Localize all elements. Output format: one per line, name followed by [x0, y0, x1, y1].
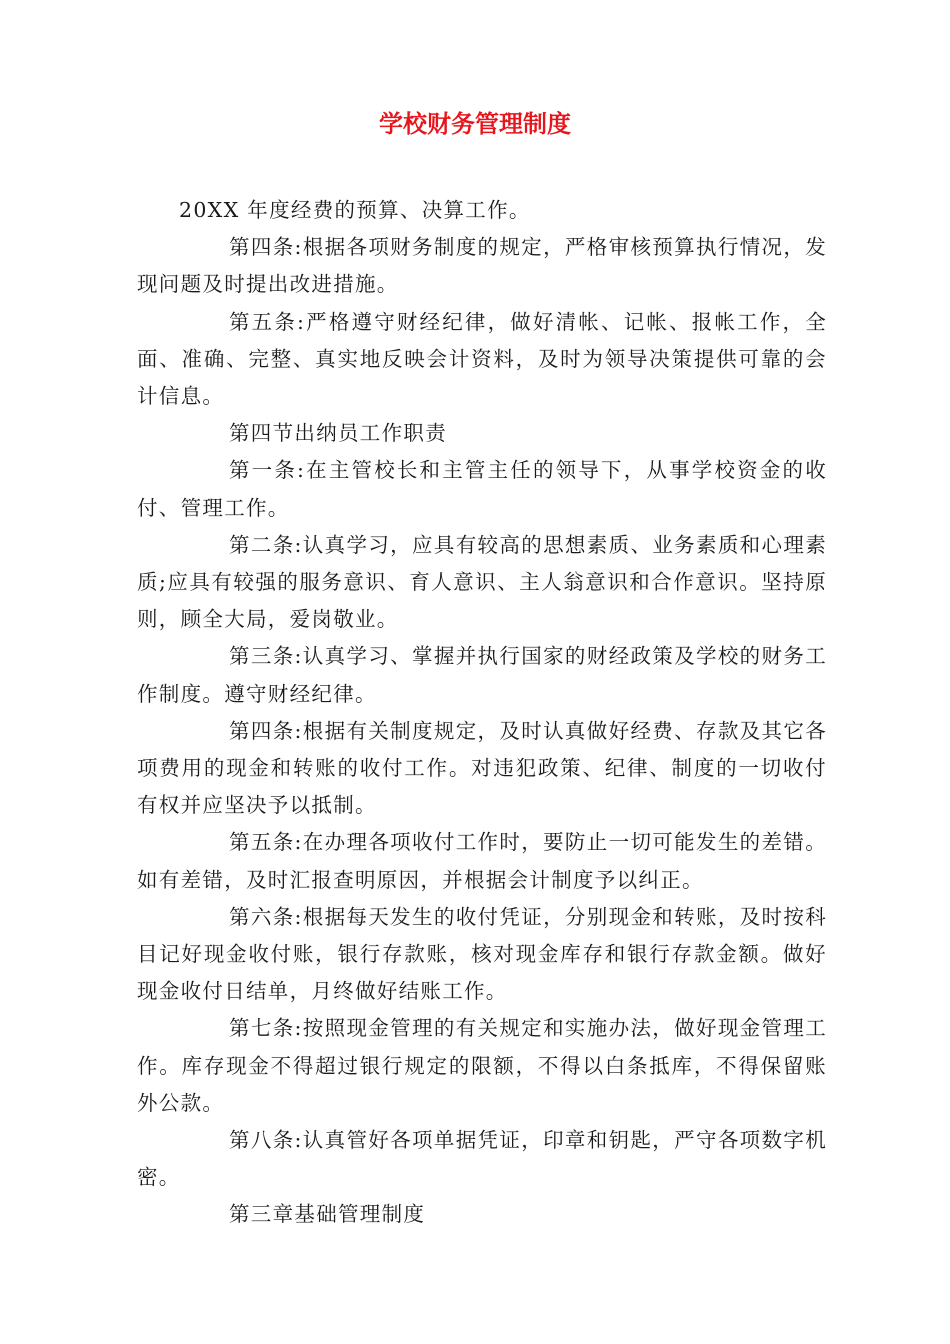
document-title: 学校财务管理制度	[379, 110, 571, 138]
chapter-heading: 第三章基础管理制度	[229, 1202, 426, 1227]
paragraph: 第四条:根据有关制度规定，及时认真做好经费、存款及其它各项费用的现金和转账的收付工作。对违犯政策、纪律、制度的一切收付有权并应坚决予以抵制。	[137, 718, 827, 818]
paragraph: 第六条:根据每天发生的收付凭证，分别现金和转账，及时按科目记好现金收付账，银行存款账，核对现金库存和银行存款金额。做好现金收付日结单，月终做好结账工作。	[137, 904, 827, 1004]
paragraph: 第五条:严格遵守财经纪律，做好清帐、记帐、报帐工作，全面、准确、完整、真实地反映会计资料，及时为领导决策提供可靠的会计信息。	[137, 309, 827, 409]
paragraph: 第三条:认真学习、掌握并执行国家的财经政策及学校的财务工作制度。遵守财经纪律。	[137, 644, 827, 706]
paragraph: 第七条:按照现金管理的有关规定和实施办法，做好现金管理工作。库存现金不得超过银行规定的限额，不得以白条抵库，不得保留账外公款。	[137, 1016, 827, 1115]
paragraph: 第四条:根据各项财务制度的规定，严格审核预算执行情况，发现问题及时提出改进措施。	[137, 235, 827, 297]
paragraph: 第一条:在主管校长和主管主任的领导下，从事学校资金的收付、管理工作。	[137, 458, 827, 520]
section-heading: 第四节出纳员工作职责	[229, 421, 447, 446]
document-body	[137, 192, 827, 1234]
paragraph: 第五条:在办理各项收付工作时，要防止一切可能发生的差错。如有差错，及时汇报查明原因，并根据会计制度予以纠正。	[137, 830, 827, 892]
paragraph: 第八条:认真管好各项单据凭证，印章和钥匙，严守各项数字机密。	[137, 1128, 827, 1190]
paragraph: 第二条:认真学习，应具有较高的思想素质、业务素质和心理素质;应具有较强的服务意识、育人意识、主人翁意识和合作意识。坚持原则，顾全大局，爱岗敬业。	[137, 532, 827, 632]
paragraph: 20XX 年度经费的预算、决算工作。	[179, 198, 531, 222]
